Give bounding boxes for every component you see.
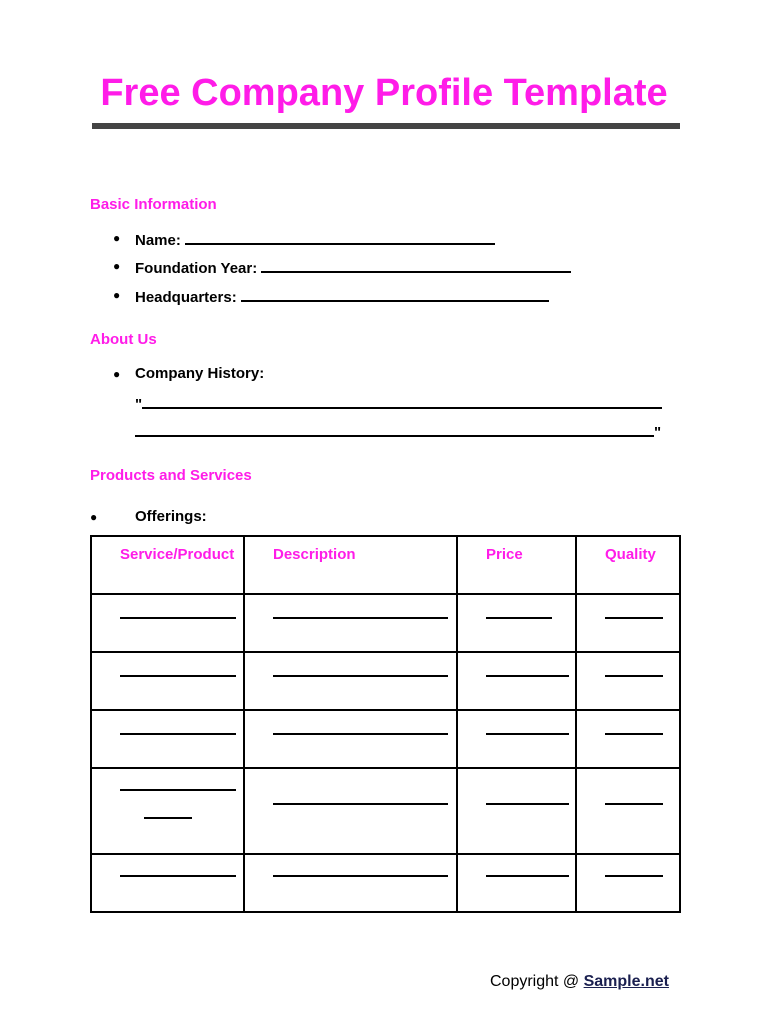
table-row [91, 710, 680, 768]
bullet-icon: ● [90, 510, 98, 524]
column-header-quality: Quality [576, 536, 680, 594]
description-cell[interactable] [244, 768, 457, 854]
foundation-year-label: Foundation Year: [135, 260, 258, 277]
company-history-line-1[interactable] [135, 393, 662, 413]
copyright-footer [490, 973, 669, 991]
company-history-label: Company History: [135, 365, 265, 382]
name-label: Name: [135, 232, 181, 249]
quality-cell[interactable] [576, 710, 680, 768]
about-us-heading: About Us [90, 331, 157, 348]
quality-cell[interactable] [576, 854, 680, 912]
close-quote: " [654, 424, 662, 441]
foundation-year-blank[interactable] [261, 257, 571, 273]
table-row [91, 768, 680, 854]
service-product-cell[interactable] [91, 854, 244, 912]
service-product-cell[interactable] [91, 594, 244, 652]
products-services-heading: Products and Services [90, 467, 252, 484]
description-cell[interactable] [244, 594, 457, 652]
quality-cell[interactable] [576, 768, 680, 854]
headquarters-blank[interactable] [241, 286, 549, 302]
quality-cell[interactable] [576, 652, 680, 710]
price-cell[interactable] [457, 652, 576, 710]
quality-cell[interactable] [576, 594, 680, 652]
title-divider [92, 123, 680, 129]
table-row [91, 652, 680, 710]
service-product-cell[interactable] [91, 710, 244, 768]
offerings-table [90, 535, 681, 913]
description-cell[interactable] [244, 854, 457, 912]
description-cell[interactable] [244, 710, 457, 768]
offerings-label: Offerings: [135, 508, 207, 525]
company-history-line-2[interactable] [135, 421, 661, 441]
bullet-icon: ● [113, 231, 121, 245]
price-cell[interactable] [457, 594, 576, 652]
column-header-price: Price [457, 536, 576, 594]
column-header-service-product: Service/Product [91, 536, 244, 594]
table-row [91, 594, 680, 652]
basic-information-heading: Basic Information [90, 196, 217, 213]
document-title: Free Company Profile Template [100, 72, 668, 114]
copyright-text: Copyright @ [490, 973, 584, 990]
sample-net-link[interactable]: Sample.net [583, 973, 669, 990]
headquarters-label: Headquarters: [135, 289, 237, 306]
description-cell[interactable] [244, 652, 457, 710]
service-product-cell[interactable] [91, 652, 244, 710]
service-product-cell[interactable] [91, 768, 244, 854]
column-header-description: Description [244, 536, 457, 594]
open-quote: " [135, 396, 143, 413]
bullet-icon: ● [113, 288, 121, 302]
price-cell[interactable] [457, 854, 576, 912]
price-cell[interactable] [457, 710, 576, 768]
bullet-icon: ● [113, 367, 121, 381]
name-blank[interactable] [185, 229, 495, 245]
bullet-icon: ● [113, 259, 121, 273]
table-row [91, 854, 680, 912]
price-cell[interactable] [457, 768, 576, 854]
table-header-row [91, 536, 680, 594]
